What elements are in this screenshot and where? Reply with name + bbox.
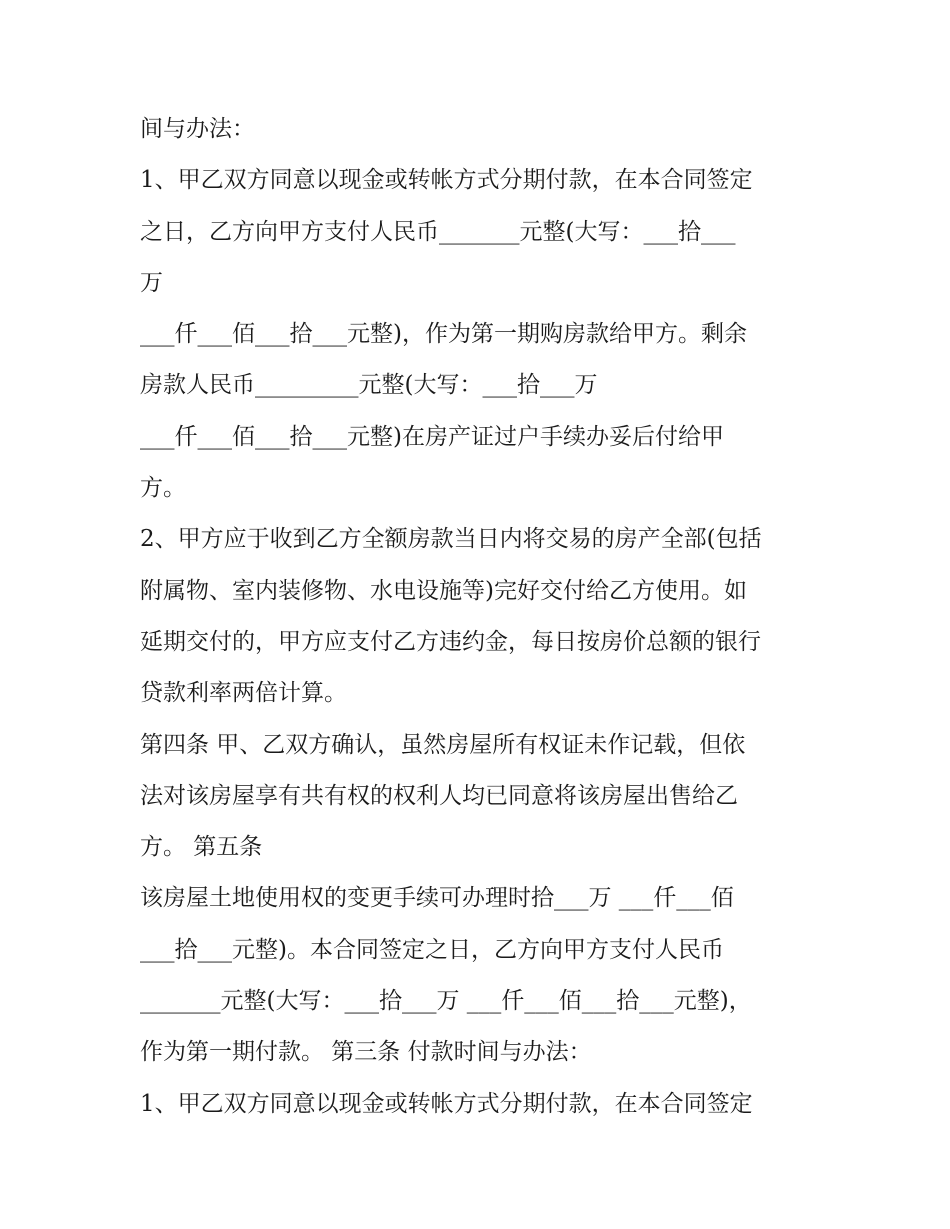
text-line: 方。 第五条 [140, 834, 263, 861]
text-line: ___仟___佰___拾___元整)在房产证过户手续办妥后付给甲 [140, 423, 724, 450]
text-line: 房款人民币_________元整(大写：___拾___万 [140, 372, 598, 399]
text-line: 方。 [140, 475, 186, 502]
text-line: ___拾___元整)。本合同签定之日，乙方向甲方支付人民币 [140, 936, 724, 963]
text-line: 法对该房屋享有共有权的权利人均已同意将该房屋出售给乙 [140, 782, 738, 809]
text-line: 1、甲乙双方同意以现金或转帐方式分期付款，在本合同签定 [140, 1090, 753, 1117]
text-line: 该房屋土地使用权的变更手续可办理时拾___万 ___仟___佰 [140, 885, 734, 912]
text-line: 延期交付的，甲方应支付乙方违约金，每日按房价总额的银行 [140, 628, 761, 655]
text-line: 2、甲方应于收到乙方全额房款当日内将交易的房产全部(包括 [140, 526, 762, 553]
text-line: 1、甲乙双方同意以现金或转帐方式分期付款，在本合同签定 [140, 167, 753, 194]
document-body [140, 104, 840, 1130]
text-line: 间与办法： [140, 116, 255, 142]
text-line: 附属物、室内装修物、水电设施等)完好交付给乙方使用。如 [140, 577, 747, 604]
text-line: 之日，乙方向甲方支付人民币_______元整(大写：___拾___ [140, 218, 736, 245]
text-line: 万 [140, 269, 163, 296]
text-line: 贷款利率两倍计算。 [140, 680, 347, 707]
text-line: 作为第一期付款。 第三条 付款时间与办法： [140, 1039, 592, 1066]
text-line: 第四条 甲、乙双方确认，虽然房屋所有权证未作记载，但依 [140, 731, 746, 758]
text-line: _______元整(大写：___拾___万 ___仟___佰___拾___元整)， [140, 988, 752, 1015]
text-line: ___仟___佰___拾___元整)，作为第一期购房款给甲方。剩余 [140, 321, 747, 348]
